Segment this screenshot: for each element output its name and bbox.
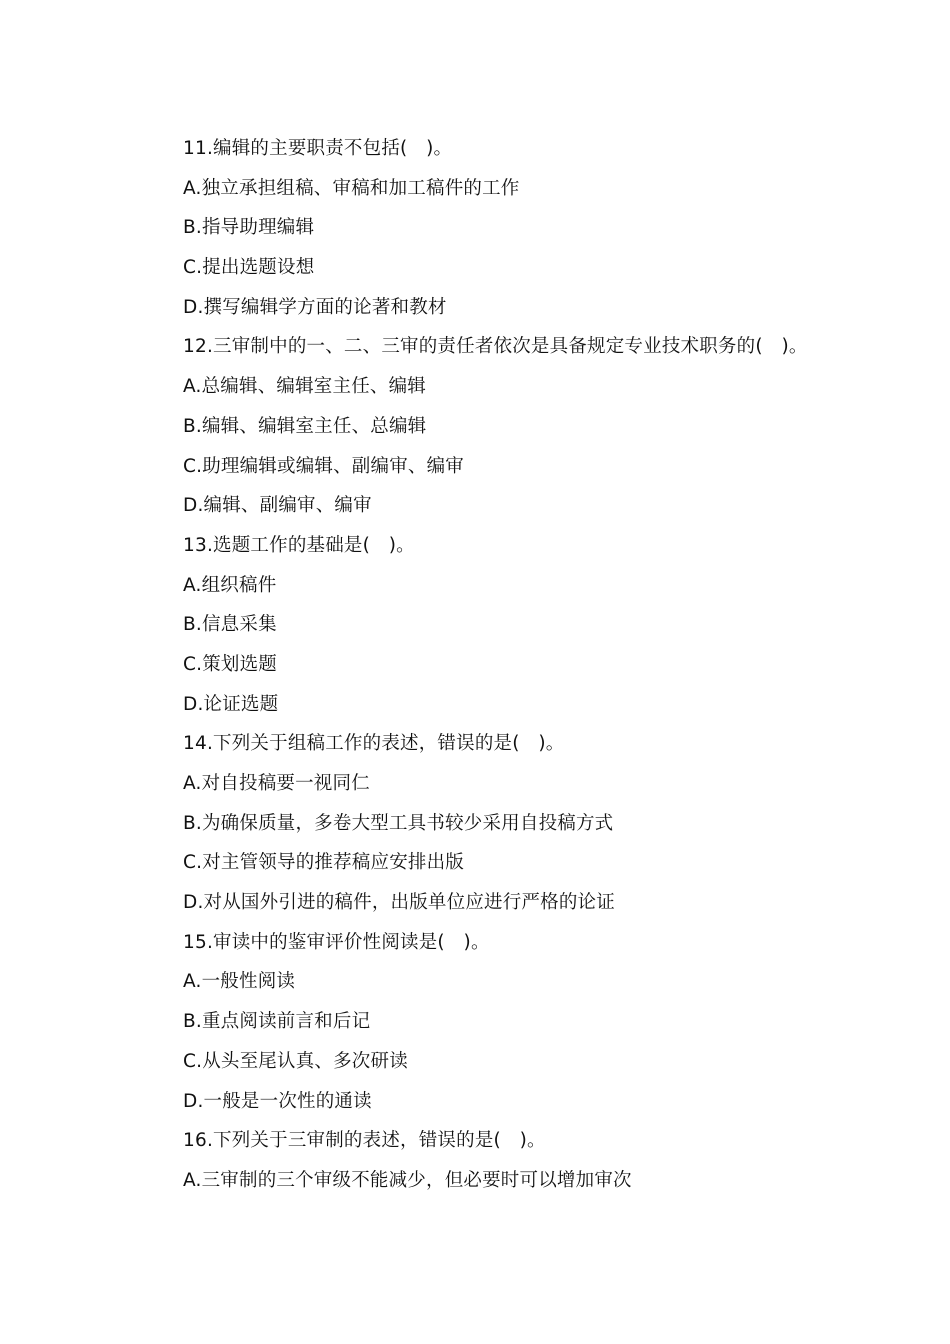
question-14-option-b: B.为确保质量，多卷大型工具书较少采用自投稿方式 bbox=[183, 812, 614, 834]
question-12-option-a: A.总编辑、编辑室主任、编辑 bbox=[183, 376, 427, 398]
question-15-option-c: C.从头至尾认真、多次研读 bbox=[183, 1050, 408, 1072]
question-13-stem: 13.选题工作的基础是( )。 bbox=[183, 534, 415, 556]
question-11-option-b: B.指导助理编辑 bbox=[183, 217, 315, 239]
question-15-stem: 15.审读中的鉴审评价性阅读是( )。 bbox=[183, 931, 490, 953]
question-13-option-d: D.论证选题 bbox=[183, 693, 279, 715]
question-14-option-a: A.对自投稿要一视同仁 bbox=[183, 773, 370, 794]
question-16-option-a: A.三审制的三个审级不能减少，但必要时可以增加审次 bbox=[183, 1169, 632, 1191]
question-12-option-b: B.编辑、编辑室主任、总编辑 bbox=[183, 415, 427, 437]
question-13-option-a: A.组织稿件 bbox=[183, 574, 277, 596]
question-15-option-d: D.一般是一次性的通读 bbox=[183, 1090, 372, 1112]
question-12-stem: 12.三审制中的一、二、三审的责任者依次是具备规定专业技术职务的( )。 bbox=[183, 336, 808, 358]
question-15-option-b: B.重点阅读前言和后记 bbox=[183, 1011, 371, 1033]
question-11-stem: 11.编辑的主要职责不包括( )。 bbox=[183, 138, 453, 159]
question-12-option-c: C.助理编辑或编辑、副编审、编审 bbox=[183, 455, 464, 477]
question-11-option-d: D.撰写编辑学方面的论著和教材 bbox=[183, 296, 447, 318]
question-14-stem: 14.下列关于组稿工作的表述，错误的是( )。 bbox=[183, 733, 565, 755]
question-16-stem: 16.下列关于三审制的表述，错误的是( )。 bbox=[183, 1130, 546, 1152]
question-13-option-b: B.信息采集 bbox=[183, 614, 277, 636]
question-14-option-d: D.对从国外引进的稿件，出版单位应进行严格的论证 bbox=[183, 892, 615, 914]
question-14-option-c: C.对主管领导的推荐稿应安排出版 bbox=[183, 852, 464, 874]
question-11-option-c: C.提出选题设想 bbox=[183, 257, 315, 279]
question-15-option-a: A.一般性阅读 bbox=[183, 971, 296, 993]
question-13-option-c: C.策划选题 bbox=[183, 653, 277, 675]
question-list bbox=[183, 135, 883, 1207]
question-12-option-d: D.编辑、副编审、编审 bbox=[183, 495, 372, 517]
question-11-option-a: A.独立承担组稿、审稿和加工稿件的工作 bbox=[183, 177, 520, 199]
